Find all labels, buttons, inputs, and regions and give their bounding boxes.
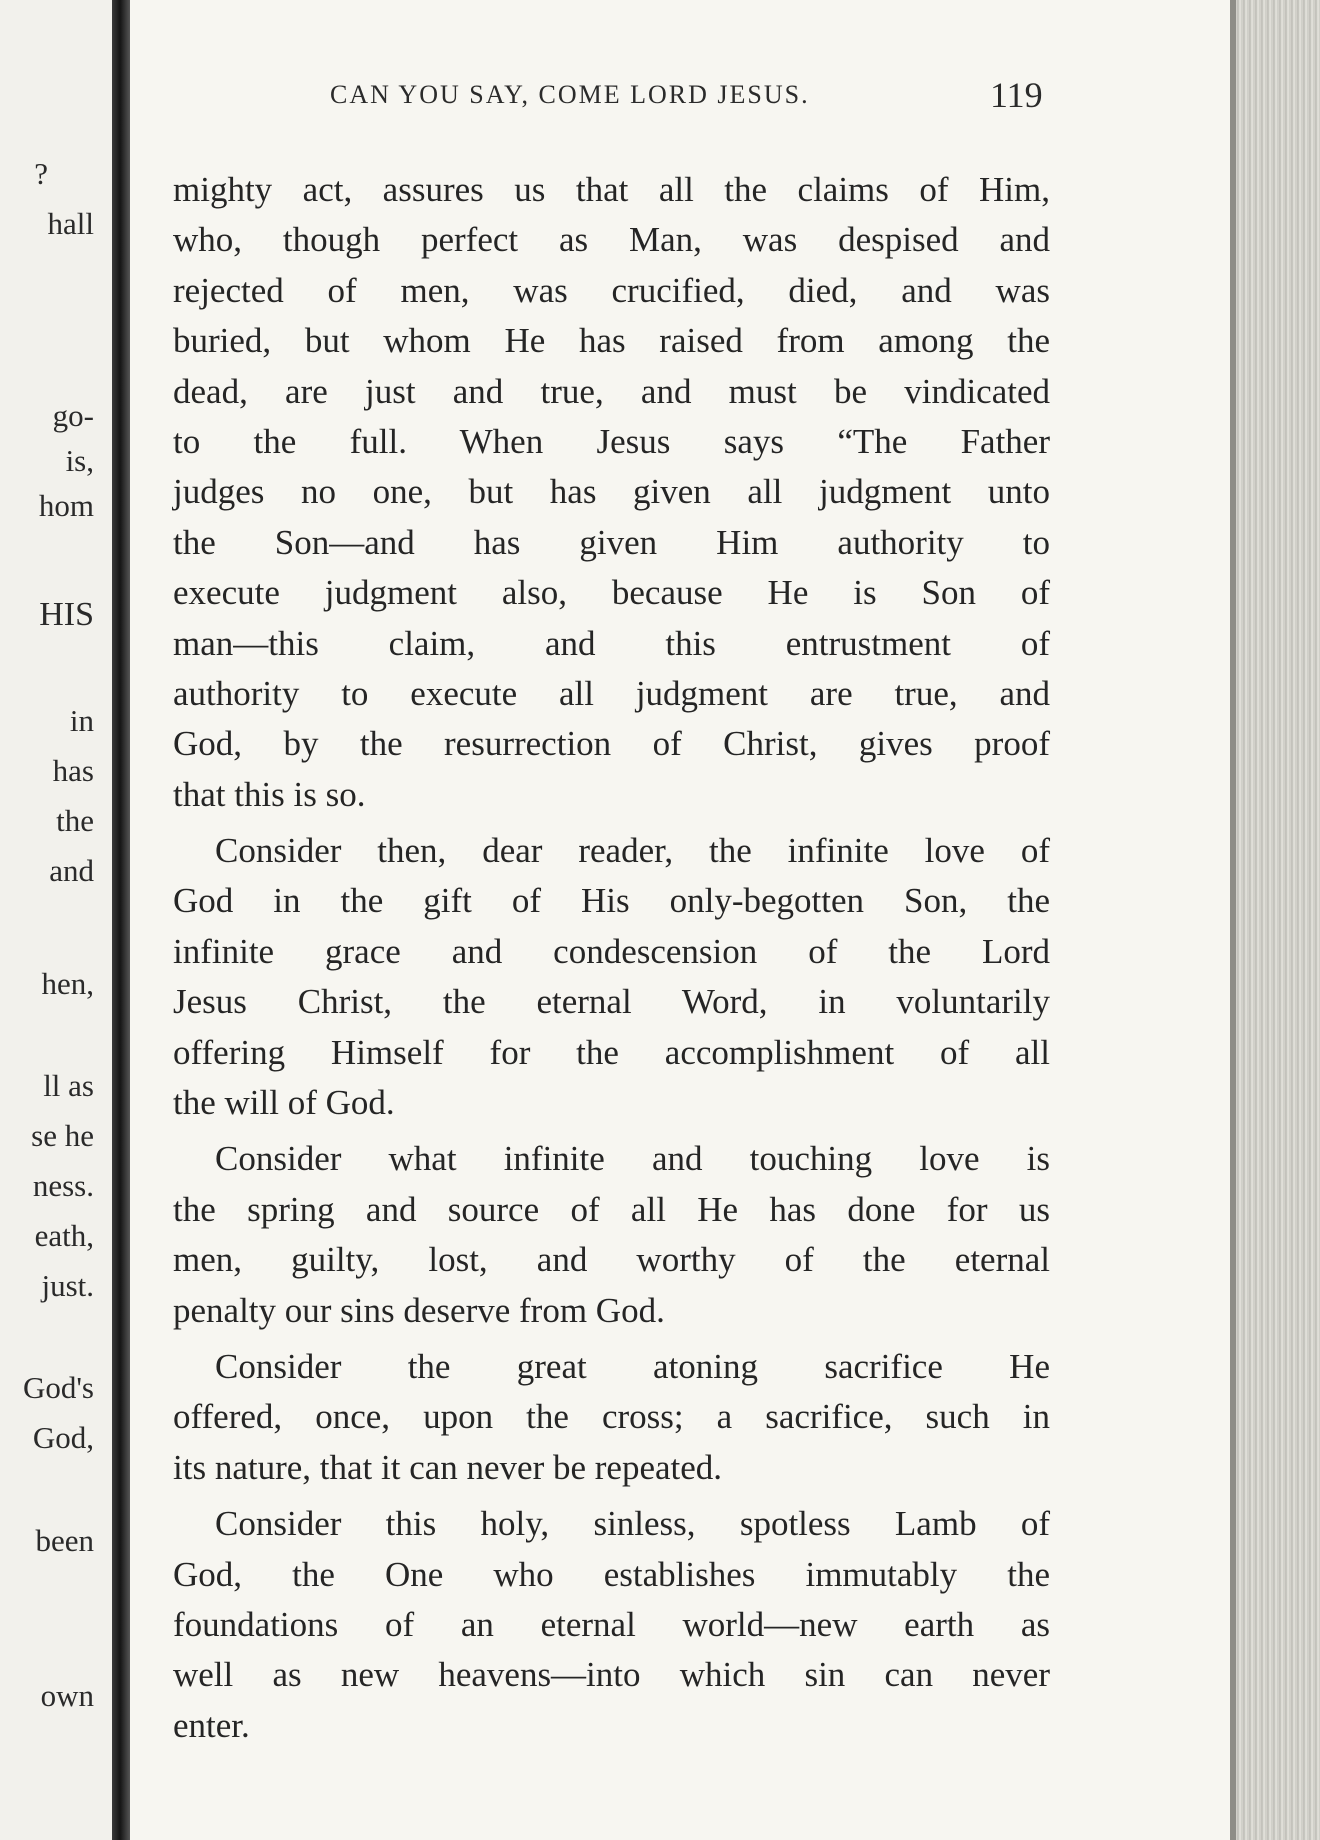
text-line: mighty act, assures us that all the claims of Him, — [173, 170, 1050, 209]
facing-text-fragment: own — [40, 1678, 94, 1713]
book-gutter — [112, 0, 130, 1840]
facing-text-fragment: has — [52, 753, 94, 788]
text-line: authority to execute all judgment are true, and — [173, 673, 1050, 713]
body-text — [173, 165, 1050, 1757]
text-line: the spring and source of all He has done for us — [173, 1189, 1050, 1229]
text-line: Consider the great atoning sacrifice He — [215, 1346, 1050, 1386]
text-line: Consider then, dear reader, the infinite love of — [215, 831, 1050, 871]
text-line: execute judgment also, because He is Son of — [173, 573, 1050, 613]
text-line: men, guilty, lost, and worthy of the eternal — [173, 1240, 1050, 1280]
facing-text-fragment: and — [49, 853, 94, 888]
facing-text-fragment: eath, — [34, 1218, 94, 1253]
page-edges — [1230, 0, 1320, 1840]
text-line: enter. — [173, 1705, 250, 1745]
facing-text-fragment: been — [35, 1523, 94, 1558]
text-line: man—this claim, and this entrustment of — [173, 623, 1050, 663]
paragraph — [173, 826, 1050, 1128]
text-line: its nature, that it can never be repeated. — [173, 1447, 723, 1487]
facing-page-fragment — [0, 0, 118, 1840]
facing-text-fragment: hen, — [41, 966, 94, 1001]
page-number: 119 — [990, 75, 1043, 115]
text-line: offered, once, upon the cross; a sacrifice, such in — [173, 1397, 1050, 1437]
text-line: Consider what infinite and touching love is — [215, 1139, 1050, 1179]
facing-text-fragment: just. — [41, 1268, 94, 1303]
running-head: CAN YOU SAY, COME LORD JESUS. — [330, 80, 810, 109]
paragraph — [173, 1134, 1050, 1336]
text-line: God in the gift of His only-begotten Son, the — [173, 881, 1050, 921]
facing-text-fragment: God, — [32, 1420, 94, 1455]
paragraph — [173, 1342, 1050, 1493]
facing-text-fragment: se he — [31, 1118, 94, 1153]
facing-text-fragment: in — [69, 703, 94, 738]
text-line: the will of God. — [173, 1083, 395, 1123]
facing-text-fragment: hall — [47, 206, 94, 241]
facing-text-fragment: hom — [38, 488, 94, 523]
text-line: buried, but whom He has raised from among the — [173, 321, 1050, 361]
text-line: who, though perfect as Man, was despised and — [173, 220, 1050, 260]
text-line: infinite grace and condescension of the Lord — [173, 931, 1050, 971]
facing-text-fragment: HIS — [39, 596, 94, 633]
text-line: that this is so. — [173, 774, 366, 814]
text-line: judges no one, but has given all judgment unto — [173, 472, 1050, 512]
facing-text-fragment: ? — [34, 156, 48, 191]
text-line: God, by the resurrection of Christ, gives proof — [173, 724, 1050, 764]
facing-text-fragment: ll as — [43, 1068, 94, 1103]
facing-text-fragment: the — [56, 803, 94, 838]
paragraph — [173, 165, 1050, 820]
text-line: the Son—and has given Him authority to — [173, 522, 1050, 562]
text-line: to the full. When Jesus says “The Father — [173, 421, 1050, 461]
text-line: rejected of men, was crucified, died, and was — [173, 270, 1050, 310]
text-line: foundations of an eternal world—new earth as — [173, 1604, 1050, 1644]
text-line: God, the One who establishes immutably the — [173, 1554, 1050, 1594]
paragraph — [173, 1499, 1050, 1751]
facing-text-fragment: God's — [22, 1370, 94, 1405]
text-line: dead, are just and true, and must be vindicated — [173, 371, 1050, 411]
text-line: penalty our sins deserve from God. — [173, 1290, 665, 1330]
text-line: Jesus Christ, the eternal Word, in voluntarily — [173, 982, 1050, 1022]
facing-text-fragment: go- — [52, 398, 94, 433]
facing-text-fragment: ness. — [32, 1168, 94, 1203]
text-line: well as new heavens—into which sin can never — [173, 1655, 1050, 1695]
text-line: Consider this holy, sinless, spotless Lamb of — [215, 1504, 1050, 1544]
facing-text-fragment: is, — [65, 443, 94, 478]
text-line: offering Himself for the accomplishment of all — [173, 1032, 1050, 1072]
